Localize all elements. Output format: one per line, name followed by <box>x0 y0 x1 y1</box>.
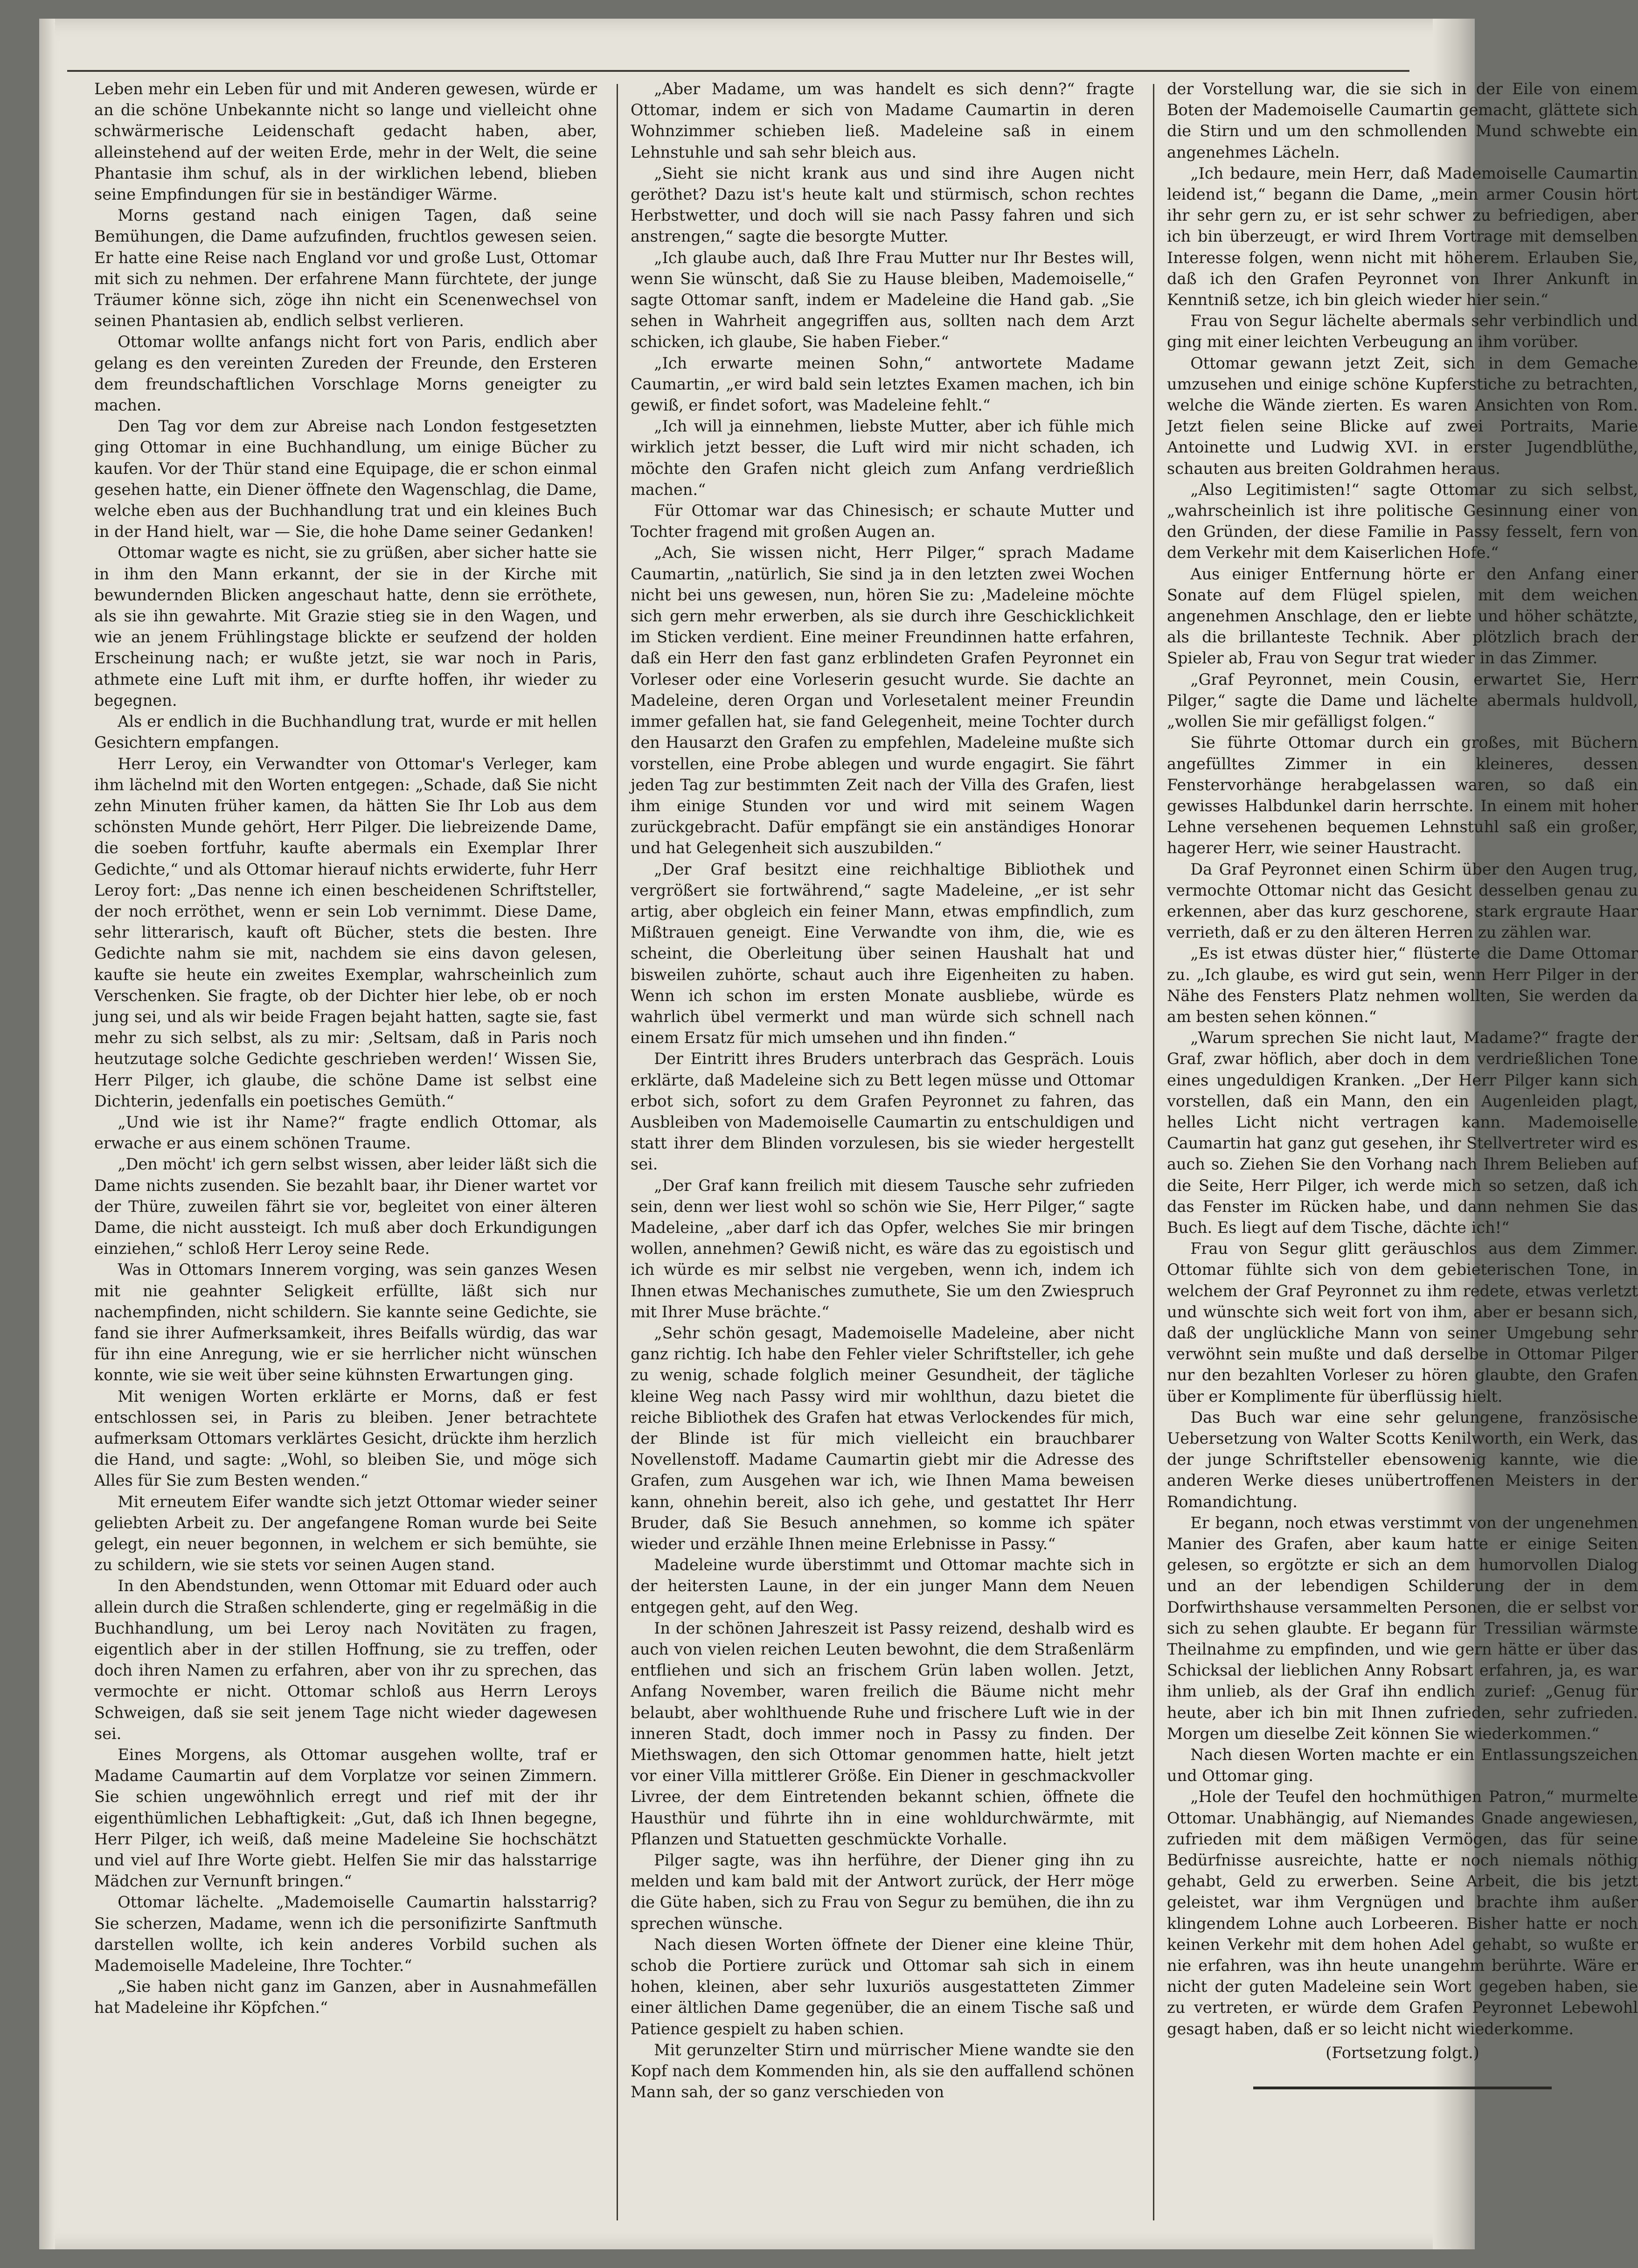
paragraph: Was in Ottomars Innerem vorging, was sein ganzes Wesen mit nie geahnter Seligkeit erfüllte, läßt sich nur nachempfinden, nicht schildern. Sie kannte seine Gedichte, sie fand sie ihrer Aufmerksamkeit, ihres Beifalls würdig, das war für ihn eine Anregung, wie er sie herrlicher nicht wünschen konnte, wie sie weit über seine kühnsten Erwartungen ging. <box>94 1260 597 1384</box>
paragraph: „Ich will ja einnehmen, liebste Mutter, aber ich fühle mich wirklich jetzt besser, die Luft wird mir nicht schaden, ich möchte den Grafen nicht gleich zum Anfang verdrießlich machen.“ <box>631 417 1134 499</box>
paragraph: der Vorstellung war, die sie sich in der Eile von einem Boten der Mademoiselle Caumartin gemacht, glättete sich die Stirn und um den schmollenden Mund schwebte ein angenehmes Lächeln. <box>1167 80 1638 161</box>
paragraph: „Warum sprechen Sie nicht laut, Madame?“ fragte der Graf, zwar höflich, aber doch in dem verdrießlichen Tone eines ungeduldigen Kranken. „Der Herr Pilger kann sich vorstellen, daß ein Mann, den ein Augenleiden plagt, helles Licht nicht vertragen kann. Mademoiselle Caumartin hat ganz gut gesehen, ihr Stellvertreter wird es auch so. Ziehen Sie den Vorhang nach Ihrem Belieben auf die Seite, Herr Pilger, ich werde mich so setzen, daß ich das Fenster im Rücken habe, und dann nehmen Sie das Buch. Es liegt auf dem Tische, dächte ich!“ <box>1167 1029 1638 1237</box>
paragraph: Sie führte Ottomar durch ein großes, mit Büchern angefülltes Zimmer in ein kleineres, dessen Fenstervorhänge herabgelassen waren, so daß ein gewisses Halbdunkel darin herrschte. In einem mit hoher Lehne versehenen bequemen Lehnstuhl saß ein großer, hagerer Herr, wie seiner Haustracht. <box>1167 733 1638 857</box>
paragraph: In den Abendstunden, wenn Ottomar mit Eduard oder auch allein durch die Straßen schlenderte, ging er regelmäßig in die Buchhandlung, um bei Leroy nach Novitäten zu fragen, eigentlich aber in der stillen Hoffnung, sie zu treffen, oder doch ihren Namen zu erfahren, aber von ihr zu sprechen, das vermochte er nicht. Ottomar schloß aus Herrn Leroys Schweigen, daß sie seit jenem Tage nicht wieder dagewesen sei. <box>94 1577 597 1743</box>
continuation-note: (Fortsetzung folgt.) <box>1326 2043 1479 2062</box>
paragraph: Frau von Segur lächelte abermals sehr verbindlich und ging mit einer leichten Verbeugung an ihm vorüber. <box>1167 312 1638 351</box>
paragraph: Herr Leroy, ein Verwandter von Ottomar's Verleger, kam ihm lächelnd mit den Worten entgegen: „Schade, daß Sie nicht zehn Minuten früher kamen, da hätten Sie Ihr Lob aus dem schönsten Munde gehört, Herr Pilger. Die liebreizende Dame, die soeben fortfuhr, kaufte abermals ein Exemplar Ihrer Gedichte,“ und als Ottomar hierauf nichts erwiderte, fuhr Herr Leroy fort: „Das nenne ich einen bescheidenen Schriftsteller, der noch erröthet, wenn er sein Lob vernimmt. Diese Dame, sehr litterarisch, kauft oft Bücher, stets die besten. Ihre Gedichte nahm sie mit, nachdem sie eins davon gelesen, kaufte sie heute ein zweites Exemplar, wahrscheinlich zum Verschenken. Sie fragte, ob der Dichter hier lebe, ob er noch jung sei, und als wir beide Fragen bejaht hatten, sagte sie, fast mehr zu sich selbst, als zu mir: ‚Seltsam, daß in Paris noch heutzutage solche Gedichte geschrieben werden!‘ Wissen Sie, Herr Pilger, ich glaube, die schöne Dame ist selbst eine Dichterin, jedenfalls ein poetisches Gemüth.“ <box>94 754 597 1110</box>
paragraph: „Ich erwarte meinen Sohn,“ antwortete Madame Caumartin, „er wird bald sein letztes Examen machen, ich bin gewiß, er findet sofort, was Madeleine fehlt.“ <box>631 354 1134 415</box>
paragraph: Ottomar gewann jetzt Zeit, sich in dem Gemache umzusehen und einige schöne Kupferstiche zu betrachten, welche die Wände zierten. Es waren Ansichten von Rom. Jetzt fielen seine Blicke auf zwei Portraits, Marie Antoinette und Ludwig XVI. in erster Jugendblüthe, schauten aus breiten Goldrahmen heraus. <box>1167 354 1638 478</box>
paragraph: „Ach, Sie wissen nicht, Herr Pilger,“ sprach Madame Caumartin, „natürlich, Sie sind ja in den letzten zwei Wochen nicht bei uns gewesen, nun, hören Sie zu: ‚Madeleine möchte sich gern mehr erwerben, als sie durch ihre Geschicklichkeit im Sticken verdient. Eine meiner Freundinnen hatte erfahren, daß ein Herr den fast ganz erblindeten Grafen Peyronnet ein Vorleser oder eine Vorleserin gesucht wurde. Sie dachte an Madeleine, deren Organ und Vorlesetalent meiner Freundin immer gefallen hat, sie fand Gelegenheit, meine Tochter durch den Hausarzt den Grafen zu empfehlen, Madeleine mußte sich vorstellen, eine Probe ablegen und wurde engagirt. Sie fährt jeden Tag zur bestimmten Zeit nach der Villa des Grafen, liest ihm einige Stunden vor und wird mit seinem Wagen zurückgebracht. Dafür empfängt sie ein anständiges Honorar und hat Gelegenheit sich auszubilden.“ <box>631 543 1134 857</box>
column-1 <box>94 78 597 2233</box>
top-rule <box>67 70 1409 72</box>
paragraph: Nach diesen Worten öffnete der Diener eine kleine Thür, schob die Portiere zurück und Ottomar sah sich in einem hohen, kleinen, aber sehr luxuriös ausgestatteten Zimmer einer ältlichen Dame gegenüber, die an einem Tische saß und Patience gespielt zu haben schien. <box>631 1935 1134 2038</box>
paragraph: Der Eintritt ihres Bruders unterbrach das Gespräch. Louis erklärte, daß Madeleine sich zu Bett legen müsse und Ottomar erbot sich, sofort zu dem Grafen Peyronnet zu fahren, das Ausbleiben von Mademoiselle Caumartin zu entschuldigen und statt ihrer dem Blinden vorzulesen, bis sie wieder hergestellt sei. <box>631 1050 1134 1174</box>
paragraph: In der schönen Jahreszeit ist Passy reizend, deshalb wird es auch von vielen reichen Leuten bewohnt, die dem Straßenlärm entfliehen und sich an frischem Grün laben wollen. Jetzt, Anfang November, waren freilich die Bäume nicht mehr belaubt, aber wohlthuende Ruhe und frischere Luft wie in der inneren Stadt, doch immer noch in Passy zu finden. Der Miethswagen, den sich Ottomar genommen hatte, hielt jetzt vor einer Villa mittlerer Größe. Ein Diener in geschmackvoller Livree, der dem Eintretenden bekannt schien, öffnete die Hausthür und führte ihn in eine wohldurchwärmte, mit Pflanzen und Statuetten geschmückte Vorhalle. <box>631 1619 1134 1848</box>
paragraph: „Sehr schön gesagt, Mademoiselle Madeleine, aber nicht ganz richtig. Ich habe den Fehler vieler Schriftsteller, ich gehe zu wenig, schade folglich meiner Gesundheit, der tägliche kleine Weg nach Passy wird mir wohlthun, dazu bietet die reiche Bibliothek des Grafen hat etwas Verlockendes für mich, der Blinde ist für mich vielleicht ein brauchbarer Novellenstoff. Madame Caumartin giebt mir die Adresse des Grafen, zum Ausgehen war ich, wie Ihnen Mama beweisen kann, ohnehin bereit, also ich gehe, und gestattet Ihr Herr Bruder, daß Sie Besuch annehmen, so komme ich später wieder und erzähle Ihnen meine Erlebnisse in Passy.“ <box>631 1323 1134 1553</box>
text-columns <box>94 78 1638 2233</box>
paragraph: „Und wie ist ihr Name?“ fragte endlich Ottomar, als erwache er aus einem schönen Traume. <box>94 1113 597 1153</box>
newspaper-page <box>39 19 1638 2249</box>
paragraph: „Es ist etwas düster hier,“ flüsterte die Dame Ottomar zu. „Ich glaube, es wird gut sein, wenn Herr Pilger in der Nähe des Fensters Platz nehmen wollten, Sie werden da am besten sehen können.“ <box>1167 944 1638 1026</box>
paragraph: Mit erneutem Eifer wandte sich jetzt Ottomar wieder seiner geliebten Arbeit zu. Der angefangene Roman wurde bei Seite gelegt, ein neuer begonnen, in welchem er sich bemühte, sie zu schildern, wie sie stets vor seinen Augen stand. <box>94 1492 597 1574</box>
column-2 <box>631 78 1134 2233</box>
paragraph: Ottomar wagte es nicht, sie zu grüßen, aber sicher hatte sie in ihm den Mann erkannt, der sie in der Kirche mit bewundernden Blicken angeschaut hatte, denn sie erröthete, als sie ihn gewahrte. Mit Grazie stieg sie in den Wagen, und wie an jenem Frühlingstage blickte er seufzend der holden Erscheinung nach; er wußte jetzt, sie war noch in Paris, athmete eine Luft mit ihm, er durfte hoffen, ihr wieder zu begegnen. <box>94 543 597 710</box>
paragraph: Leben mehr ein Leben für und mit Anderen gewesen, würde er an die schöne Unbekannte nicht so lange und vielleicht ohne schwärmerische Leidenschaft gedacht haben, aber, alleinstehend auf der weiten Erde, mehr in der Welt, die seine Phantasie ihm schuf, als in der wirklichen lebend, blieben seine Empfindungen für sie in beständiger Wärme. <box>94 80 597 204</box>
paragraph: „Also Legitimisten!“ sagte Ottomar zu sich selbst, „wahrscheinlich ist ihre politische Gesinnung einer von den Gründen, der diese Familie in Passy fesselt, fern von dem Verkehr mit dem Kaiserlichen Hofe.“ <box>1167 480 1638 562</box>
paragraph: Ottomar wollte anfangs nicht fort von Paris, endlich aber gelang es den vereinten Zureden der Freunde, den Ersteren dem freundschaftlichen Vorschlage Morns geneigter zu machen. <box>94 333 597 415</box>
paragraph: „Der Graf kann freilich mit diesem Tausche sehr zufrieden sein, denn wer liest wohl so schön wie Sie, Herr Pilger,“ sagte Madeleine, „aber darf ich das Opfer, welches Sie mir bringen wollen, annehmen? Gewiß nicht, es wäre das zu egoistisch und ich würde es mir selbst nie vergeben, wenn ich, indem ich Ihnen etwas Mechanisches zumuthete, Sie um den Zwiespruch mit Ihrer Muse brächte.“ <box>631 1176 1134 1321</box>
paragraph: Mit gerunzelter Stirn und mürrischer Miene wandte sie den Kopf nach dem Kommenden hin, als sie den auffallend schönen Mann sah, der so ganz verschieden von <box>631 2040 1134 2101</box>
paragraph: Morns gestand nach einigen Tagen, daß seine Bemühungen, die Dame aufzufinden, fruchtlos gewesen seien. Er hatte eine Reise nach England vor und große Lust, Ottomar mit sich zu nehmen. Der erfahrene Mann fürchtete, der junge Träumer könne sich, zöge ihn nicht ein Scenenwechsel von seinen Phantasien ab, endlich selbst verlieren. <box>94 206 597 330</box>
paragraph: „Ich glaube auch, daß Ihre Frau Mutter nur Ihr Bestes will, wenn Sie wünscht, daß Sie zu Hause bleiben, Mademoiselle,“ sagte Ottomar sanft, indem er Madeleine die Hand gab. „Sie sehen in Wahrheit angegriffen aus, sollten nach dem Arzt schicken, ich glaube, Sie haben Fieber.“ <box>631 248 1134 351</box>
paragraph: Ottomar lächelte. „Mademoiselle Caumartin halsstarrig? Sie scherzen, Madame, wenn ich die personifizirte Sanftmuth darstellen wollte, ich kein anderes Vorbild suchen als Mademoiselle Madeleine, Ihre Tochter.“ <box>94 1893 597 1975</box>
paragraph: „Den möcht' ich gern selbst wissen, aber leider läßt sich die Dame nichts zusenden. Sie bezahlt baar, ihr Diener wartet vor der Thüre, zuweilen fährt sie vor, begleitet von einer älteren Dame, die nicht aussteigt. Ich muß aber doch Erkundigungen einziehen,“ schloß Herr Leroy seine Rede. <box>94 1155 597 1258</box>
page-left-margin <box>39 19 55 2249</box>
paragraph: „Aber Madame, um was handelt es sich denn?“ fragte Ottomar, indem er sich von Madame Caumartin in deren Wohnzimmer schieben ließ. Madeleine saß in einem Lehnstuhle und sah sehr bleich aus. <box>631 80 1134 161</box>
paragraph: „Sieht sie nicht krank aus und sind ihre Augen nicht geröthet? Dazu ist's heute kalt und stürmisch, schon rechtes Herbstwetter, und doch will sie nach Passy fahren und sich anstrengen,“ sagte die besorgte Mutter. <box>631 164 1134 246</box>
paragraph: „Sie haben nicht ganz im Ganzen, aber in Ausnahmefällen hat Madeleine ihr Köpfchen.“ <box>94 1977 597 2017</box>
column-3 <box>1167 78 1638 2233</box>
paragraph: Nach diesen Worten machte er ein Entlassungszeichen und Ottomar ging. <box>1167 1746 1638 1785</box>
paragraph: Frau von Segur glitt geräuschlos aus dem Zimmer. Ottomar fühlte sich von dem gebieterischen Tone, in welchem der Graf Peyronnet zu ihm redete, etwas verletzt und wünschte sich weit fort von ihm, aber er besann sich, daß der unglückliche Mann von seiner Umgebung sehr verwöhnt sein mußte und daß derselbe in Ottomar Pilger nur den bezahlten Vorleser zu hören glaubte, den Grafen über er Komplimente für überflüssig hielt. <box>1167 1239 1638 1405</box>
paragraph: „Der Graf besitzt eine reichhaltige Bibliothek und vergrößert sie fortwährend,“ sagte Madeleine, „er ist sehr artig, aber obgleich ein feiner Mann, etwas empfindlich, zum Mißtrauen geneigt. Eine Verwandte von ihm, die, wie es scheint, die Oberleitung über seinen Haushalt hat und bisweilen zuhörte, schaut auch ihre Eigenheiten zu haben. Wenn ich schon im ersten Monate ausbliebe, würde es wahrlich übel vermerkt und man würde sich schnell nach einem Ersatz für mich umsehen und ihn finden.“ <box>631 860 1134 1047</box>
paragraph: Den Tag vor dem zur Abreise nach London festgesetzten ging Ottomar in eine Buchhandlung, um einige Bücher zu kaufen. Vor der Thür stand eine Equipage, die er schon einmal gesehen hatte, ein Diener öffnete den Wagenschlag, die Dame, welche eben aus der Buchhandlung trat und ein kleines Buch in der Hand hielt, war — Sie, die hohe Dame seiner Gedanken! <box>94 417 597 541</box>
paragraph: Aus einiger Entfernung hörte er den Anfang einer Sonate auf dem Flügel spielen, mit dem weichen angenehmen Anschlage, den er liebte und höher schätzte, als die brillanteste Technik. Aber plötzlich brach der Spieler ab, Frau von Segur trat wieder in das Zimmer. <box>1167 564 1638 668</box>
paragraph: Mit wenigen Worten erklärte er Morns, daß er fest entschlossen sei, in Paris zu bleiben. Jener betrachtete aufmerksam Ottomars verklärtes Gesicht, drückte ihm herzlich die Hand, und sagte: „Wohl, so bleiben Sie, und möge sich Alles für Sie zum Besten wenden.“ <box>94 1387 597 1490</box>
paragraph: „Graf Peyronnet, mein Cousin, erwartet Sie, Herr Pilger,“ sagte die Dame und lächelte abermals huldvoll, „wollen Sie mir gefälligst folgen.“ <box>1167 670 1638 731</box>
paragraph: Pilger sagte, was ihn herführe, der Diener ging ihn zu melden und kam bald mit der Antwort zurück, der Herr möge die Güte haben, sich zu Frau von Segur zu bemühen, die ihn zu sprechen wünsche. <box>631 1851 1134 1933</box>
paragraph: Da Graf Peyronnet einen Schirm über den Augen trug, vermochte Ottomar nicht das Gesicht desselben genau zu erkennen, aber das kurz geschorene, stark ergraute Haar verrieth, daß er zu den älteren Herren zu zählen war. <box>1167 860 1638 942</box>
paragraph: Er begann, noch etwas verstimmt von der ungenehmen Manier des Grafen, aber kaum hatte er einige Seiten gelesen, so ergötzte er sich an dem humorvollen Dialog und an der lebendigen Schilderung der in dem Dorfwirthshause versammelten Personen, die er selbst vor sich zu sehen glaubte. Er begann für Tressilian wärmste Theilnahme zu empfinden, und wie gern hätte er über das Schicksal der lieblichen Anny Robsart erfahren, ja, es war ihm unlieb, als der Graf ihn endlich zurief: „Genug für heute, aber ich bin mit Ihnen zufrieden, sehr zufrieden. Morgen um dieselbe Zeit können Sie wiederkommen.“ <box>1167 1513 1638 1743</box>
paragraph: „Hole der Teufel den hochmüthigen Patron,“ murmelte Ottomar. Unabhängig, auf Niemandes Gnade angewiesen, zufrieden mit dem mäßigen Vermögen, das für seine Bedürfnisse ausreichte, hatte er noch niemals nöthig gehabt, Geld zu erwerben. Seine Arbeit, die bis jetzt geleistet, war ihm Vergnügen und brachte ihm außer klingendem Lohne auch Lorbeeren. Bisher hatte er noch keinen Verkehr mit dem hohen Adel gehabt, so wußte er nie erfahren, was ihn heute unangehm berührte. Wäre er nicht der guten Madeleine sein Wort gegeben haben, sie zu vertreten, er würde dem Grafen Peyronnet Lebewohl gesagt haben, daß er so leicht nicht wiederkomme. <box>1167 1788 1638 2038</box>
end-rule <box>1253 2087 1552 2089</box>
paragraph: Für Ottomar war das Chinesisch; er schaute Mutter und Tochter fragend mit großen Augen an. <box>631 501 1134 541</box>
paragraph: Madeleine wurde überstimmt und Ottomar machte sich in der heitersten Laune, in der ein junger Mann dem Neuen entgegen geht, auf den Weg. <box>631 1556 1134 1616</box>
paragraph: Eines Morgens, als Ottomar ausgehen wollte, traf er Madame Caumartin auf dem Vorplatze vor seinen Zimmern. Sie schien ungewöhnlich erregt und rief mit der ihr eigenthümlichen Lebhaftigkeit: „Gut, daß ich Ihnen begegne, Herr Pilger, ich weiß, daß meine Madeleine Sie hochschätzt und viel auf Ihre Worte giebt. Helfen Sie mir das halsstarrige Mädchen zur Vernunft bringen.“ <box>94 1746 597 1891</box>
paragraph: „Ich bedaure, mein Herr, daß Mademoiselle Caumartin leidend ist,“ begann die Dame, „mein armer Cousin hört ihr sehr gern zu, er ist sehr schwer zu befriedigen, aber ich bin überzeugt, er wird Ihrem Vortrage mit demselben Interesse folgen, wenn nicht mit höherem. Erlauben Sie, daß ich den Grafen Peyronnet von Ihrer Ankunft in Kenntniß setze, ich bin gleich wieder hier sein.“ <box>1167 164 1638 309</box>
paragraph: Als er endlich in die Buchhandlung trat, wurde er mit hellen Gesichtern empfangen. <box>94 712 597 752</box>
paragraph: Das Buch war eine sehr gelungene, französische Uebersetzung von Walter Scotts Kenilworth, ein Werk, das der junge Schriftsteller ebensowenig kannte, wie die anderen Werke dieses unübertroffenen Meisters in der Romandichtung. <box>1167 1408 1638 1511</box>
